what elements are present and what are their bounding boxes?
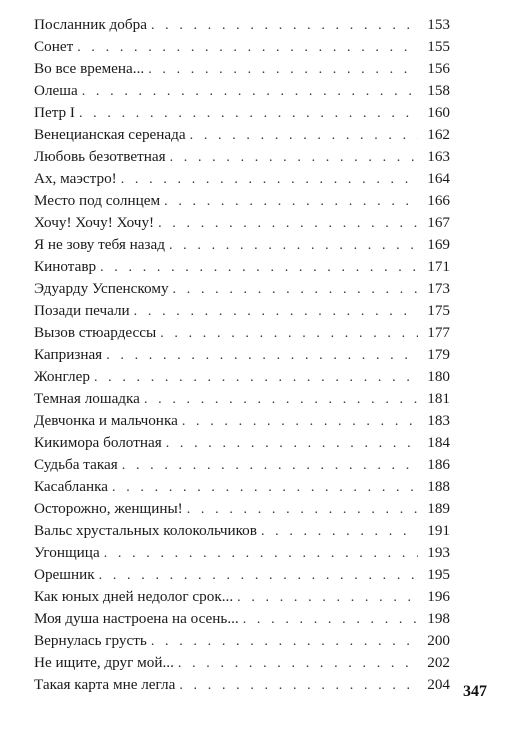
toc-entry-title: Касабланка <box>34 478 109 495</box>
toc-entry-page: 188 <box>427 478 450 495</box>
dot-leader <box>169 235 418 257</box>
dot-leader <box>151 631 418 653</box>
dot-leader <box>144 389 418 411</box>
page-number: 347 <box>463 683 487 700</box>
toc-entry-page: 167 <box>427 214 450 231</box>
toc-entry-page: 195 <box>427 566 450 583</box>
toc-entry <box>34 564 450 586</box>
toc-entry <box>34 586 450 608</box>
dot-leader <box>122 455 418 477</box>
toc-entry <box>34 36 450 58</box>
toc-entry <box>34 278 450 300</box>
toc-entry <box>34 520 450 542</box>
toc-entry-page: 162 <box>427 126 450 143</box>
toc-entry <box>34 652 450 674</box>
toc-entry-title: Ах, маэстро! <box>34 170 117 187</box>
toc-entry-title: Хочу! Хочу! Хочу! <box>34 214 155 231</box>
toc-entry-title: Во все времена... <box>34 60 145 77</box>
toc-entry <box>34 344 450 366</box>
toc-entry-page: 169 <box>427 236 450 253</box>
toc-entry <box>34 674 450 696</box>
toc-entry <box>34 80 450 102</box>
toc-entry-title: Кикимора болотная <box>34 434 162 451</box>
toc-entry <box>34 58 450 80</box>
toc-entry <box>34 256 450 278</box>
toc-entry-title: Посланник добра <box>34 16 147 33</box>
toc-entry <box>34 366 450 388</box>
toc-entry <box>34 432 450 454</box>
dot-leader <box>77 37 418 59</box>
toc-entry-page: 191 <box>427 522 450 539</box>
toc-entry-title: Орешник <box>34 566 95 583</box>
toc-entry-page: 181 <box>427 390 450 407</box>
dot-leader <box>79 103 418 125</box>
toc-entry-title: Эдуарду Успенскому <box>34 280 169 297</box>
toc-entry-title: Любовь безответная <box>34 148 166 165</box>
table-of-contents <box>34 14 450 696</box>
toc-entry-page: 186 <box>427 456 450 473</box>
toc-entry-page: 196 <box>427 588 450 605</box>
toc-entry <box>34 498 450 520</box>
dot-leader <box>106 345 418 367</box>
toc-entry-title: Судьба такая <box>34 456 118 473</box>
dot-leader <box>121 169 418 191</box>
toc-entry-page: 164 <box>427 170 450 187</box>
toc-entry-title: Жонглер <box>34 368 90 385</box>
toc-entry-page: 204 <box>427 676 450 693</box>
toc-entry-title: Девчонка и мальчонка <box>34 412 178 429</box>
toc-entry-title: Угонщица <box>34 544 100 561</box>
dot-leader <box>243 609 418 631</box>
toc-entry-title: Темная лошадка <box>34 390 140 407</box>
toc-entry-title: Кинотавр <box>34 258 97 275</box>
toc-entry-page: 153 <box>427 16 450 33</box>
toc-entry <box>34 212 450 234</box>
toc-entry-title: Петр I <box>34 104 75 121</box>
toc-entry-title: Вальс хрустальных колокольчиков <box>34 522 257 539</box>
dot-leader <box>158 213 418 235</box>
toc-entry-page: 198 <box>427 610 450 627</box>
toc-entry-title: Осторожно, женщины! <box>34 500 183 517</box>
toc-entry-page: 166 <box>427 192 450 209</box>
dot-leader <box>164 191 418 213</box>
dot-leader <box>94 367 418 389</box>
toc-entry-page: 180 <box>427 368 450 385</box>
dot-leader <box>190 125 418 147</box>
dot-leader <box>99 565 418 587</box>
toc-entry <box>34 300 450 322</box>
toc-entry-title: Венецианская серенада <box>34 126 186 143</box>
dot-leader <box>134 301 418 323</box>
toc-entry-page: 200 <box>427 632 450 649</box>
toc-entry-title: Вернулась грусть <box>34 632 147 649</box>
toc-entry-page: 177 <box>427 324 450 341</box>
toc-entry-title: Такая карта мне легла <box>34 676 176 693</box>
toc-entry-title: Я не зову тебя назад <box>34 236 165 253</box>
dot-leader <box>170 147 418 169</box>
toc-entry-title: Капризная <box>34 346 103 363</box>
toc-entry-page: 171 <box>427 258 450 275</box>
dot-leader <box>112 477 418 499</box>
dot-leader <box>179 675 418 697</box>
dot-leader <box>166 433 418 455</box>
dot-leader <box>148 59 418 81</box>
toc-entry-page: 179 <box>427 346 450 363</box>
toc-entry-page: 156 <box>427 60 450 77</box>
dot-leader <box>151 15 418 37</box>
toc-entry-page: 175 <box>427 302 450 319</box>
toc-entry-page: 160 <box>427 104 450 121</box>
dot-leader <box>100 257 418 279</box>
dot-leader <box>187 499 418 521</box>
dot-leader <box>160 323 418 345</box>
toc-entry-page: 202 <box>427 654 450 671</box>
toc-entry-page: 193 <box>427 544 450 561</box>
dot-leader <box>182 411 418 433</box>
dot-leader <box>104 543 418 565</box>
dot-leader <box>237 587 418 609</box>
toc-entry <box>34 146 450 168</box>
toc-entry <box>34 124 450 146</box>
toc-entry <box>34 322 450 344</box>
dot-leader <box>178 653 418 675</box>
toc-entry-title: Как юных дней недолог срок... <box>34 588 234 605</box>
toc-entry-title: Не ищите, друг мой... <box>34 654 174 671</box>
toc-entry <box>34 454 450 476</box>
toc-entry <box>34 190 450 212</box>
toc-entry <box>34 388 450 410</box>
toc-entry-page: 158 <box>427 82 450 99</box>
toc-entry-page: 163 <box>427 148 450 165</box>
toc-entry-page: 189 <box>427 500 450 517</box>
toc-entry <box>34 476 450 498</box>
toc-entry <box>34 234 450 256</box>
toc-entry-page: 184 <box>427 434 450 451</box>
toc-entry <box>34 168 450 190</box>
toc-entry-title: Вызов стюардессы <box>34 324 157 341</box>
toc-entry-page: 155 <box>427 38 450 55</box>
toc-entry <box>34 542 450 564</box>
toc-entry-page: 173 <box>427 280 450 297</box>
dot-leader <box>261 521 418 543</box>
toc-entry-page: 183 <box>427 412 450 429</box>
toc-entry-title: Олеша <box>34 82 78 99</box>
toc-entry-title: Моя душа настроена на осень... <box>34 610 239 627</box>
dot-leader <box>173 279 418 301</box>
toc-entry <box>34 14 450 36</box>
toc-entry <box>34 630 450 652</box>
toc-entry <box>34 410 450 432</box>
toc-entry-title: Место под солнцем <box>34 192 161 209</box>
dot-leader <box>82 81 418 103</box>
toc-entry-title: Сонет <box>34 38 74 55</box>
toc-entry <box>34 608 450 630</box>
toc-entry-title: Позади печали <box>34 302 130 319</box>
toc-entry <box>34 102 450 124</box>
